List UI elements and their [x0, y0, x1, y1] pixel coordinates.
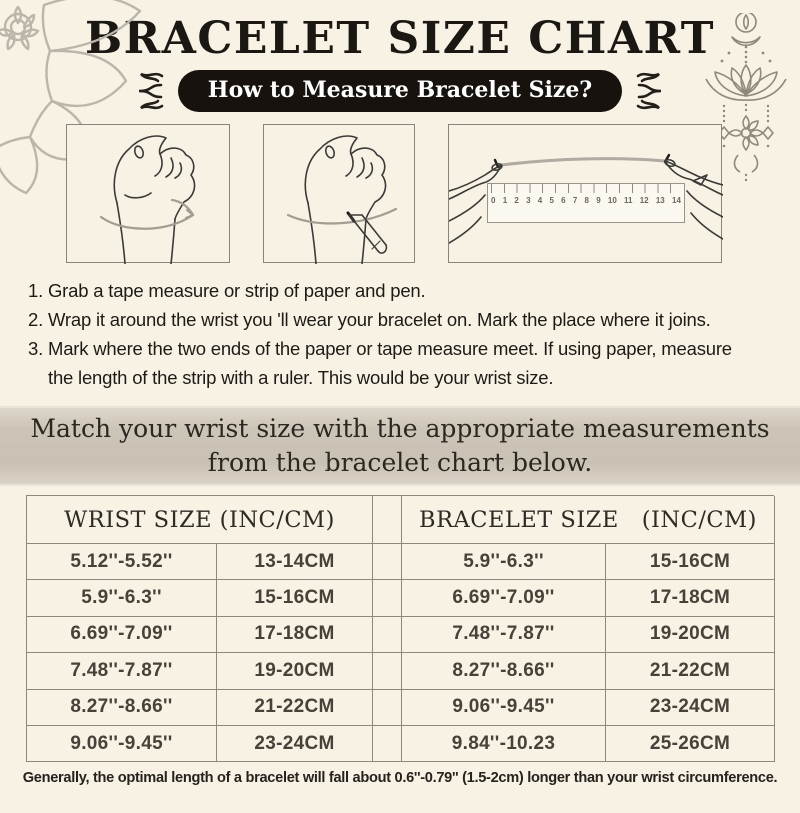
illustration-row [0, 124, 800, 263]
spacer-cell [373, 690, 402, 726]
spacer-cell [373, 496, 402, 544]
spacer-cell [373, 617, 402, 653]
wrist-cm-cell: 13-14CM [217, 544, 373, 580]
page-title: BRACELET SIZE CHART [84, 13, 716, 64]
wrist-cm-cell: 17-18CM [217, 617, 373, 653]
wrist-inch-cell: 5.12''-5.52'' [27, 544, 217, 580]
wrist-cm-cell: 23-24CM [217, 726, 373, 762]
size-table [26, 495, 774, 762]
wrist-inch-cell: 9.06''-9.45'' [27, 726, 217, 762]
bracelet-cm-cell: 23-24CM [606, 690, 775, 726]
bracelet-size-header: BRACELET SIZE (INC/CM) [402, 496, 775, 544]
hand-with-pen-icon [264, 125, 416, 264]
bracelet-inch-cell: 5.9''-6.3'' [402, 544, 606, 580]
spacer-cell [373, 580, 402, 616]
step-text: Grab a tape measure or strip of paper and pen. [47, 280, 426, 301]
step-number: 1. [28, 280, 44, 301]
match-size-banner [0, 406, 800, 486]
step-number: 2. [28, 309, 44, 330]
wrist-inch-cell: 5.9''-6.3'' [27, 580, 217, 616]
pen-mark-illustration [263, 124, 415, 263]
bracelet-cm-cell: 21-22CM [606, 653, 775, 689]
wrist-cm-cell: 19-20CM [217, 653, 373, 689]
bracelet-inch-cell: 9.84''-10.23 [402, 726, 606, 762]
banner-line-2: from the bracelet chart below. [207, 448, 593, 477]
bracelet-inch-cell: 8.27''-8.66'' [402, 653, 606, 689]
bracelet-cm-cell: 17-18CM [606, 580, 775, 616]
wrist-cm-cell: 15-16CM [217, 580, 373, 616]
step-number: 3. [28, 338, 44, 359]
step-item-2 [28, 305, 780, 334]
hands-with-strip-icon [449, 125, 723, 264]
wrist-size-header: WRIST SIZE (INC/CM) [27, 496, 373, 544]
bracelet-inch-cell: 9.06''-9.45'' [402, 690, 606, 726]
spacer-cell [373, 726, 402, 762]
wrist-inch-cell: 8.27''-8.66'' [27, 690, 217, 726]
bracelet-inch-cell: 6.69''-7.09'' [402, 580, 606, 616]
spacer-cell [373, 653, 402, 689]
ruler-measure-illustration [448, 124, 722, 263]
wrist-inch-cell: 6.69''-7.09'' [27, 617, 217, 653]
flourish-right-icon [635, 69, 669, 113]
bracelet-cm-cell: 25-26CM [606, 726, 775, 762]
banner-line-1: Match your wrist size with the appropriate measurements [30, 414, 770, 443]
step-text: Mark where the two ends of the paper or tape measure meet. If using paper, measure [47, 338, 732, 359]
ruler-numbers: 0 1 2 3 4 5 6 7 8 9 10 11 12 13 14 [491, 196, 681, 205]
wrist-inch-cell: 7.48''-7.87'' [27, 653, 217, 689]
bracelet-cm-cell: 15-16CM [606, 544, 775, 580]
hand-with-tape-icon [67, 125, 231, 264]
bracelet-cm-cell: 19-20CM [606, 617, 775, 653]
measure-steps-list [28, 276, 780, 392]
footer-note: Generally, the optimal length of a bracelet will fall about 0.6''-0.79'' (1.5-2cm) longer than your wrist circumference. [22, 770, 778, 787]
step-text: Wrap it around the wrist you 'll wear your bracelet on. Mark the place where it joins. [47, 309, 711, 330]
wrist-cm-cell: 21-22CM [217, 690, 373, 726]
spacer-cell [373, 544, 402, 580]
step-item-3 [28, 334, 780, 392]
measure-pill: How to Measure Bracelet Size? [178, 70, 622, 112]
step-item-1 [28, 276, 780, 305]
tape-wrap-illustration [66, 124, 230, 263]
step-text-continued: the length of the strip with a ruler. This would be your wrist size. [48, 367, 554, 388]
bracelet-inch-cell: 7.48''-7.87'' [402, 617, 606, 653]
